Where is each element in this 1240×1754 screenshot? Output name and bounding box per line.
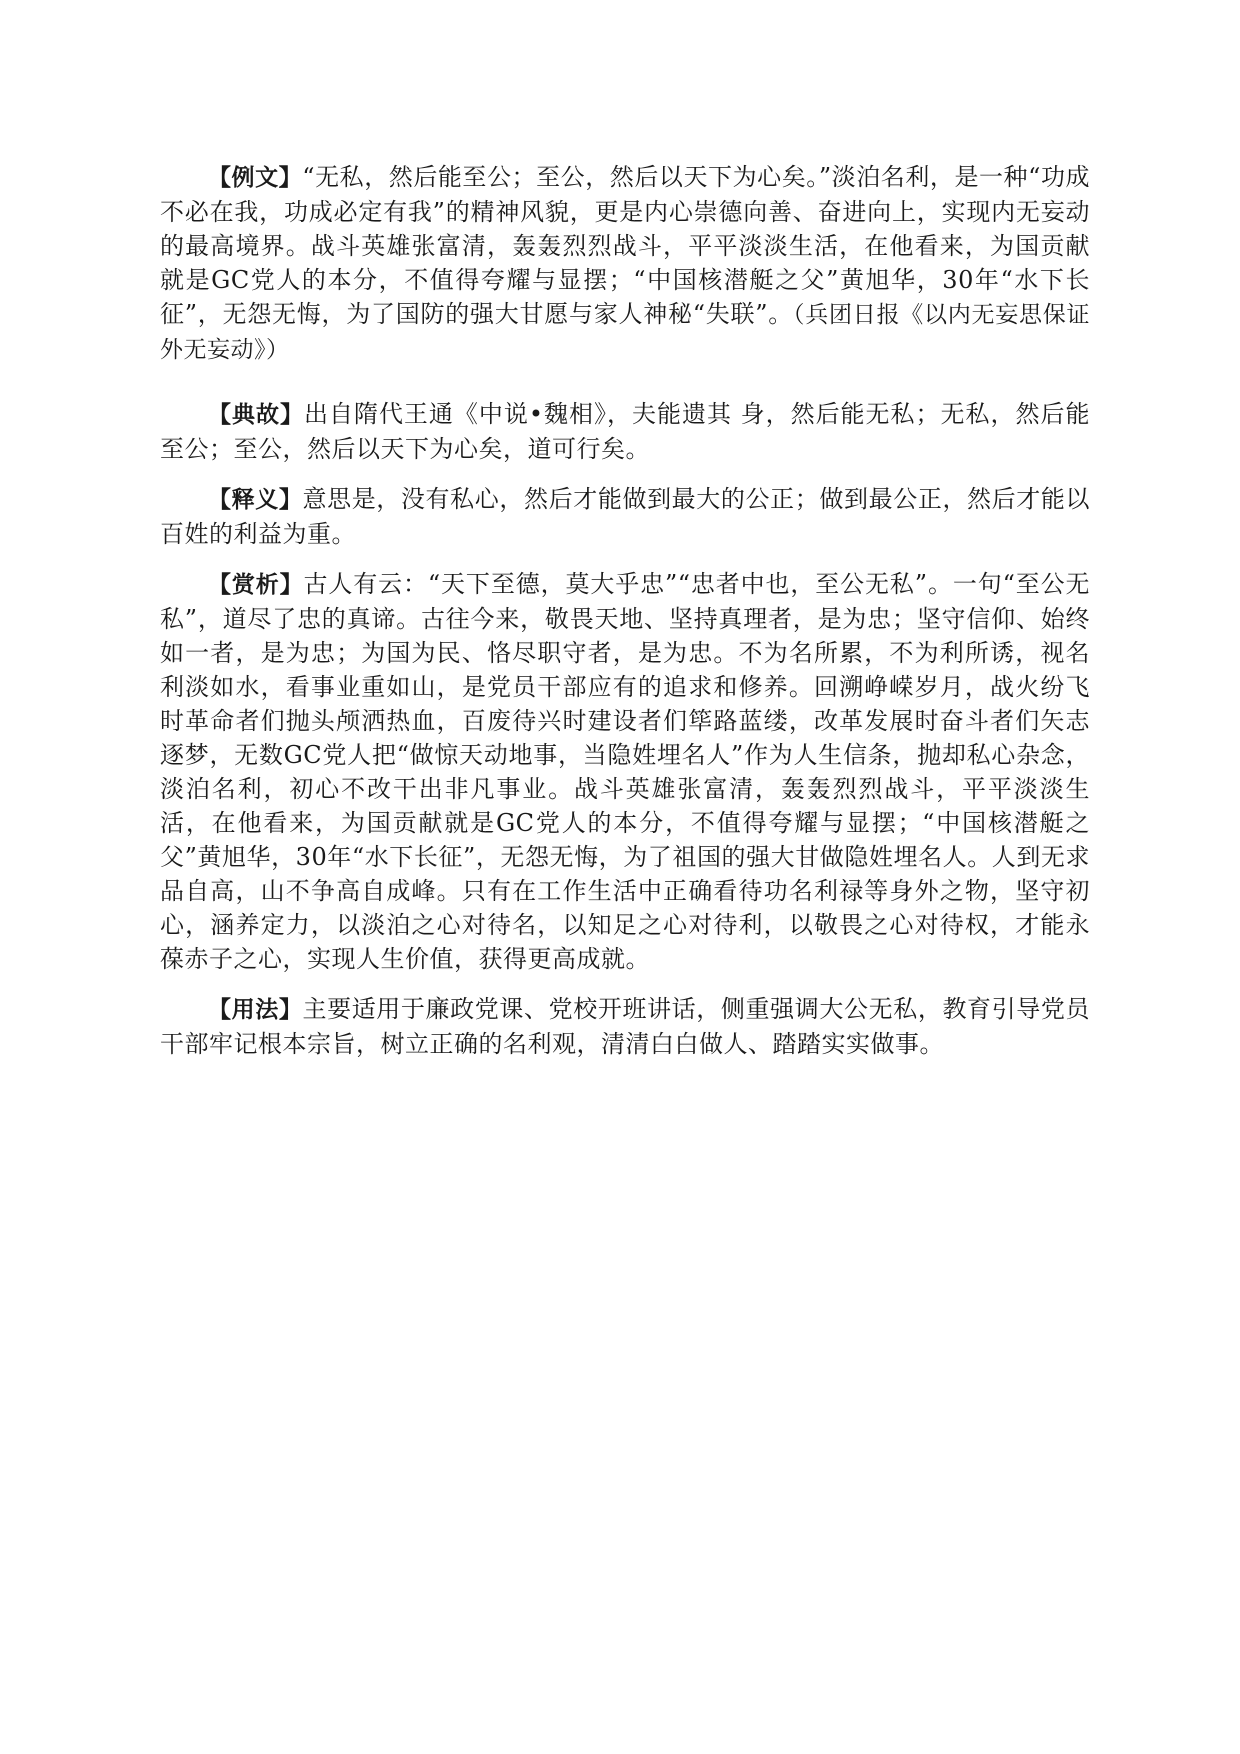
document-page (160, 160, 1090, 1077)
example-source: （兵团日报《以内无妄思保证外无妄动》） (160, 302, 1090, 363)
allusion-text: 出自隋代王通《中说•魏相》，夫能遗其 身，然后能无私；无私，然后能至公；至公，然后以天下为心矣，道可行矣。 (160, 400, 1090, 463)
usage-text: 主要适用于廉政党课、党校开班讲话，侧重强调大公无私，教育引导党员干部牢记根本宗旨，树立正确的名利观，清清白白做人、踏踏实实做事。 (160, 995, 1091, 1058)
appreciation-text: 古人有云：“天下至德，莫大乎忠”“忠者中也，至公无私”。一句“至公无私”，道尽了忠的真谛。古往今来，敬畏天地、坚持真理者，是为忠；坚守信仰、始终如一者，是为忠；为国为民、恪尽职守者，是为忠。不为名所累，不为利所诱，视名利淡如水，看事业重如山，是党员干部应有的追求和修养。回溯峥嵘岁月，战火纷飞时革命者们抛头颅洒热血，百废待兴时建设者们筚路蓝缕，改革发展时奋斗者们矢志逐梦，无数GC党人把“做惊天动地事，当隐姓埋名人”作为人生信条，抛却私心杂念，淡泊名利，初心不改干出非凡事业。战斗英雄张富清，轰轰烈烈战斗，平平淡淡生活，在他看来，为国贡献就是GC党人的本分，不值得夸耀与显摆；“中国核潜艇之父”黄旭华，30年“水下长征”，无怨无悔，为了祖国的强大甘做隐姓埋名人。人到无求品自高，山不争高自成峰。只有在工作生活中正确看待功名利禄等身外之物，坚守初心，涵养定力，以淡泊之心对待名，以知足之心对待利，以敬畏之心对待权，才能永葆赤子之心，实现人生价值，获得更高成就。 (160, 570, 1090, 973)
meaning-paragraph (160, 482, 1090, 551)
usage-paragraph (160, 992, 1090, 1061)
usage-tag: 【用法】 (208, 997, 303, 1023)
appreciation-paragraph (160, 567, 1090, 976)
allusion-paragraph (160, 397, 1090, 466)
allusion-tag: 【典故】 (208, 402, 304, 428)
meaning-tag: 【释义】 (208, 487, 303, 513)
example-paragraph (160, 160, 1090, 367)
meaning-text: 意思是，没有私心，然后才能做到最大的公正；做到最公正，然后才能以百姓的利益为重。 (160, 485, 1091, 548)
appreciation-tag: 【赏析】 (208, 572, 304, 598)
example-tag: 【例文】 (208, 165, 303, 191)
example-text: “无私，然后能至公；至公，然后以天下为心矣。”淡泊名利，是一种“功成不必在我，功成必定有我”的精神风貌，更是内心崇德向善、奋进向上，实现内无妄动的最高境界。战斗英雄张富清，轰轰烈烈战斗，平平淡淡生活，在他看来，为国贡献就是GC党人的本分，不值得夸耀与显摆；“中国核潜艇之父”黄旭华，30年“水下长征”，无怨无悔，为了国防的强大甘愿与家人神秘“失联”。 (160, 163, 1091, 328)
